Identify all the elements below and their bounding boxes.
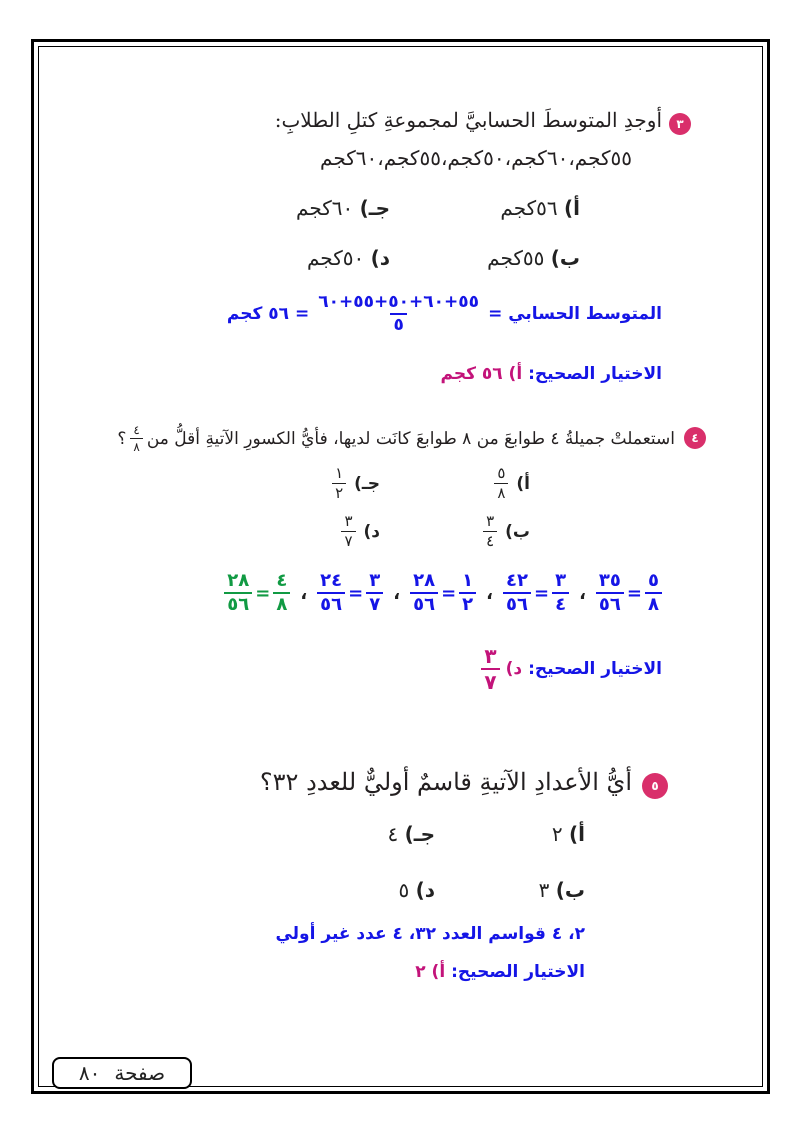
eq3-right-den: ٥٦: [410, 592, 438, 614]
q3-option-b-value: ٥٥كجم: [487, 246, 545, 270]
eq2-right-num: ٤٢: [506, 570, 528, 591]
eq-separator: ،: [579, 582, 586, 604]
question-3-text: أوجدِ المتوسطَ الحسابيَّ لمجموعةِ كتلِ الطلابِ:: [274, 108, 662, 132]
q5-option-c: [388, 822, 436, 846]
page-number: ٨٠: [78, 1061, 101, 1085]
q4-option-c-fraction: [332, 466, 346, 501]
q4-option-a-num: ٥: [497, 464, 506, 482]
question-4-fraction: [130, 424, 142, 453]
q3-option-d-label: د): [370, 246, 390, 270]
question-3-values: ٥٥كجم،٦٠كجم،٥٠كجم،٥٥كجم،٦٠كجم: [320, 146, 632, 170]
q5-option-b-label: ب): [555, 878, 585, 902]
q3-solution-result: = ٥٦ كجم: [226, 304, 310, 324]
q3-option-c-value: ٦٠كجم: [296, 196, 354, 220]
question-4-fraction-den: ٨: [130, 438, 142, 453]
eq-separator: ،: [486, 582, 493, 604]
q5-option-c-label: جـ): [404, 822, 435, 846]
q3-solution-fraction: [315, 294, 482, 334]
eq3-left-den: ٢: [459, 592, 476, 614]
q5-answer: [415, 962, 585, 982]
q4-equation-4: [317, 572, 383, 614]
q4-option-a-fraction: [494, 466, 508, 501]
q4-option-a: [494, 466, 530, 501]
q5-answer-value: أ) ٢: [415, 962, 446, 982]
q4-option-a-label: أ): [516, 473, 530, 494]
eq4-left-num: ٣: [369, 570, 381, 591]
eq4-right-num: ٢٤: [320, 570, 343, 591]
q5-option-a: [552, 822, 585, 846]
q3-solution-label: المتوسط الحسابي =: [488, 304, 662, 324]
q4-answer-fraction: [481, 646, 499, 692]
eq2-right-den: ٥٦: [503, 592, 531, 614]
question-4-text: [117, 424, 675, 453]
q5-option-d-label: د): [415, 878, 435, 902]
q3-answer-value: أ) ٥٦ كجم: [440, 364, 523, 384]
q4-answer-label: د): [505, 659, 523, 679]
q5-option-d: [398, 878, 435, 902]
q3-option-c: [296, 196, 390, 220]
q4-option-c: [332, 466, 380, 501]
q3-solution: [227, 294, 662, 334]
q5-option-b-value: ٣: [538, 878, 550, 902]
q4-option-d-fraction: [341, 514, 355, 549]
q5-option-c-value: ٤: [387, 822, 399, 846]
q3-answer-prefix: الاختيار الصحيح:: [528, 364, 662, 384]
eq4-right-den: ٥٦: [317, 592, 345, 614]
q3-solution-denominator: ٥: [390, 313, 406, 334]
eq5-left-den: ٨: [273, 592, 290, 614]
question-5-text: أيُّ الأعدادِ الآتيةِ قاسمٌ أوليٌّ للعددِ ٣٢؟: [259, 768, 632, 796]
eq1-left-num: ٥: [648, 570, 659, 591]
q5-option-a-label: أ): [569, 822, 585, 846]
q3-option-a: [500, 196, 580, 220]
q4-option-b-num: ٣: [486, 512, 495, 530]
q4-option-d: [341, 514, 380, 549]
q4-option-d-label: د): [363, 521, 380, 542]
eq2-equals: =: [533, 582, 550, 604]
q4-option-d-num: ٣: [344, 512, 353, 530]
question-4-fraction-num: ٤: [133, 423, 140, 437]
q3-option-d: [307, 246, 390, 270]
eq1-left-den: ٨: [645, 592, 662, 614]
page-word: صفحة: [114, 1061, 166, 1085]
q4-equation-1: [596, 572, 662, 614]
eq4-equals: =: [348, 582, 364, 604]
eq3-equals: =: [441, 582, 457, 604]
eq2-left-num: ٣: [555, 570, 567, 591]
q5-option-a-value: ٢: [551, 822, 563, 846]
eq1-right-num: ٣٥: [598, 570, 621, 591]
eq5-equals: =: [255, 582, 271, 604]
q5-answer-prefix: الاختيار الصحيح:: [451, 962, 585, 982]
eq5-right-num: ٢٨: [227, 570, 250, 591]
q4-option-c-num: ١: [335, 464, 344, 482]
eq-separator: ،: [300, 582, 308, 604]
q4-answer-prefix: الاختيار الصحيح:: [528, 659, 662, 679]
q4-answer: [481, 646, 662, 692]
question-5-badge: [642, 773, 668, 799]
q3-option-d-value: ٥٠كجم: [307, 246, 365, 270]
page-number-box: [52, 1057, 192, 1089]
q4-option-d-den: ٧: [341, 531, 355, 549]
q4-equation-5: [224, 572, 290, 614]
q5-option-d-value: ٥: [398, 878, 410, 902]
question-3-number: ٣: [676, 117, 684, 131]
q3-option-b: [487, 246, 580, 270]
eq5-left-num: ٤: [276, 570, 288, 591]
eq5-right-den: ٥٦: [224, 592, 252, 614]
eq2-left-den: ٤: [552, 592, 569, 614]
q3-option-a-value: ٥٦كجم: [500, 196, 558, 220]
q3-answer: [440, 364, 662, 384]
q4-option-c-den: ٢: [332, 483, 346, 501]
q5-option-b: [539, 878, 585, 902]
q3-option-c-label: جـ): [359, 196, 390, 220]
eq-separator: ،: [393, 582, 401, 604]
q4-equation-2: [503, 572, 569, 614]
q4-option-b-fraction: [483, 514, 497, 549]
q4-option-b: [483, 514, 530, 549]
q3-option-b-label: ب): [550, 246, 580, 270]
question-4-sentence: استعملتْ جميلةُ ٤ طوابعَ من ٨ طوابعَ كانَت لديها، فأيُّ الكسورِ الآتيةِ أقلُّ من: [146, 428, 675, 449]
question-5-number: ٥: [651, 779, 659, 793]
eq4-left-den: ٧: [366, 592, 383, 614]
question-4-end: ؟: [117, 428, 127, 449]
question-3-badge: [669, 113, 691, 135]
q4-option-b-den: ٤: [483, 531, 497, 549]
q4-option-c-label: جـ): [354, 473, 380, 494]
question-4-badge: [684, 427, 706, 449]
q3-solution-numerator: ٥٥+٦٠+٥٠+٥٥+٦٠: [318, 292, 480, 312]
eq1-equals: =: [626, 582, 642, 604]
eq1-right-den: ٥٦: [596, 592, 624, 614]
q4-equations: [224, 572, 662, 614]
q4-answer-den: ٧: [481, 668, 499, 692]
question-4-number: ٤: [691, 431, 699, 445]
q4-option-b-label: ب): [505, 521, 530, 542]
q4-option-a-den: ٨: [494, 483, 508, 501]
q4-answer-num: ٣: [484, 644, 497, 668]
eq3-left-num: ١: [462, 570, 474, 591]
eq3-right-num: ٢٨: [413, 570, 436, 591]
q4-equation-3: [410, 572, 476, 614]
q3-option-a-label: أ): [564, 196, 580, 220]
q5-explanation: ٢، ٤ قواسم العدد ٣٢، ٤ عدد غير أولي: [275, 924, 585, 944]
